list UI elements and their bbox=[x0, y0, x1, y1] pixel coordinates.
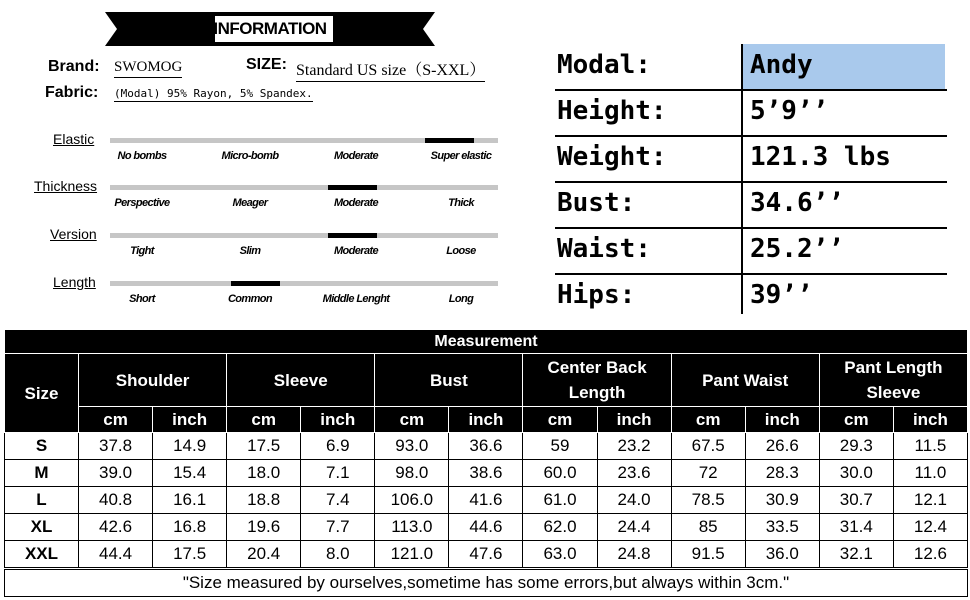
value-cell: 16.1 bbox=[153, 487, 227, 514]
value-cell: 61.0 bbox=[523, 487, 597, 514]
value-cell: 30.0 bbox=[819, 460, 893, 487]
value-cell: 44.6 bbox=[449, 514, 523, 541]
model-key: Height: bbox=[557, 96, 667, 126]
value-cell: 39.0 bbox=[79, 460, 153, 487]
value-cell: 24.0 bbox=[597, 487, 671, 514]
value-cell: 38.6 bbox=[449, 460, 523, 487]
value-cell: 85 bbox=[671, 514, 745, 541]
value-cell: 47.6 bbox=[449, 541, 523, 568]
group-header: Sleeve bbox=[227, 354, 375, 407]
value-cell: 6.9 bbox=[301, 433, 375, 460]
value-cell: 17.5 bbox=[153, 541, 227, 568]
scale-option: Middle Lenght bbox=[322, 293, 390, 305]
value-cell: 33.5 bbox=[745, 514, 819, 541]
scale-label-elastic: Elastic bbox=[53, 131, 95, 147]
model-key: Hips: bbox=[557, 280, 636, 310]
model-value: 5’9’’ bbox=[750, 96, 829, 126]
value-cell: 18.8 bbox=[227, 487, 301, 514]
unit-header: cm bbox=[79, 407, 153, 433]
value-cell: 23.6 bbox=[597, 460, 671, 487]
scale-selected-marker bbox=[328, 233, 377, 238]
table-row bbox=[5, 541, 968, 568]
table-row bbox=[5, 487, 968, 514]
size-cell: L bbox=[5, 487, 79, 514]
model-key: Weight: bbox=[557, 142, 667, 172]
value-cell: 28.3 bbox=[745, 460, 819, 487]
value-cell: 24.4 bbox=[597, 514, 671, 541]
value-cell: 7.7 bbox=[301, 514, 375, 541]
value-cell: 98.0 bbox=[375, 460, 449, 487]
value-cell: 12.4 bbox=[893, 514, 967, 541]
group-header: Pant Length Sleeve bbox=[819, 354, 967, 407]
brand-label: Brand: bbox=[48, 58, 100, 75]
unit-header: inch bbox=[301, 407, 375, 433]
value-cell: 7.1 bbox=[301, 460, 375, 487]
scale-bar bbox=[110, 281, 498, 286]
scale-bar bbox=[110, 233, 498, 238]
value-cell: 26.6 bbox=[745, 433, 819, 460]
value-cell: 40.8 bbox=[79, 487, 153, 514]
scale-label-thickness: Thickness bbox=[34, 178, 98, 194]
value-cell: 106.0 bbox=[375, 487, 449, 514]
model-row bbox=[555, 182, 949, 228]
scale-label-version: Version bbox=[50, 226, 97, 242]
scale-option: Tight bbox=[130, 245, 154, 257]
value-cell: 8.0 bbox=[301, 541, 375, 568]
value-cell: 11.0 bbox=[893, 460, 967, 487]
value-cell: 15.4 bbox=[153, 460, 227, 487]
unit-header: cm bbox=[523, 407, 597, 433]
scale-option: Micro-bomb bbox=[221, 150, 279, 162]
value-cell: 17.5 bbox=[227, 433, 301, 460]
value-cell: 11.5 bbox=[893, 433, 967, 460]
scale-option: Loose bbox=[446, 245, 476, 257]
value-cell: 59 bbox=[523, 433, 597, 460]
value-cell: 72 bbox=[671, 460, 745, 487]
model-row bbox=[555, 44, 949, 90]
measurement-title: Measurement bbox=[5, 330, 968, 354]
value-cell: 93.0 bbox=[375, 433, 449, 460]
value-cell: 62.0 bbox=[523, 514, 597, 541]
unit-header: inch bbox=[153, 407, 227, 433]
value-cell: 23.2 bbox=[597, 433, 671, 460]
value-cell: 14.9 bbox=[153, 433, 227, 460]
value-cell: 37.8 bbox=[79, 433, 153, 460]
value-cell: 20.4 bbox=[227, 541, 301, 568]
information-banner bbox=[105, 12, 435, 46]
scale-option: Thick bbox=[448, 197, 474, 209]
group-header: Bust bbox=[375, 354, 523, 407]
scale-option: Moderate bbox=[333, 150, 379, 162]
value-cell: 7.4 bbox=[301, 487, 375, 514]
fabric-value: (Modal) 95% Rayon, 5% Spandex. bbox=[114, 87, 313, 100]
value-cell: 67.5 bbox=[671, 433, 745, 460]
unit-header: inch bbox=[893, 407, 967, 433]
model-row bbox=[555, 228, 949, 274]
value-cell: 30.7 bbox=[819, 487, 893, 514]
value-cell: 16.8 bbox=[153, 514, 227, 541]
value-cell: 30.9 bbox=[745, 487, 819, 514]
model-row bbox=[555, 274, 949, 320]
size-cell: XXL bbox=[5, 541, 79, 568]
value-cell: 31.4 bbox=[819, 514, 893, 541]
scale-selected-marker bbox=[231, 281, 280, 286]
value-cell: 36.0 bbox=[745, 541, 819, 568]
measurement-table bbox=[4, 329, 968, 568]
scale-option: Perspective bbox=[114, 197, 170, 209]
value-cell: 24.8 bbox=[597, 541, 671, 568]
value-cell: 29.3 bbox=[819, 433, 893, 460]
scale-selected-marker bbox=[328, 185, 377, 190]
size-label: SIZE: bbox=[246, 56, 287, 73]
scale-option: No bombs bbox=[117, 150, 167, 162]
group-header: Center Back Length bbox=[523, 354, 671, 407]
scale-option: Long bbox=[448, 293, 474, 305]
model-info-table bbox=[555, 44, 949, 314]
size-cell: XL bbox=[5, 514, 79, 541]
table-row bbox=[5, 514, 968, 541]
model-value: Andy bbox=[750, 50, 813, 80]
model-value: 25.2’’ bbox=[750, 234, 844, 264]
unit-header: cm bbox=[671, 407, 745, 433]
size-header: Size bbox=[5, 354, 79, 433]
scale-option: Slim bbox=[239, 245, 261, 257]
unit-header: inch bbox=[597, 407, 671, 433]
value-cell: 113.0 bbox=[375, 514, 449, 541]
scale-option: Moderate bbox=[333, 245, 379, 257]
model-key: Waist: bbox=[557, 234, 651, 264]
size-cell: S bbox=[5, 433, 79, 460]
table-row bbox=[5, 433, 968, 460]
scale-option: Short bbox=[129, 293, 155, 305]
value-cell: 32.1 bbox=[819, 541, 893, 568]
value-cell: 12.6 bbox=[893, 541, 967, 568]
unit-header: cm bbox=[227, 407, 301, 433]
value-cell: 60.0 bbox=[523, 460, 597, 487]
model-key: Modal: bbox=[557, 50, 651, 80]
scale-option: Common bbox=[227, 293, 273, 305]
scale-label-length: Length bbox=[53, 274, 96, 290]
unit-header: inch bbox=[449, 407, 523, 433]
unit-header: inch bbox=[745, 407, 819, 433]
model-value: 121.3 lbs bbox=[750, 142, 891, 172]
value-cell: 41.6 bbox=[449, 487, 523, 514]
value-cell: 42.6 bbox=[79, 514, 153, 541]
value-cell: 36.6 bbox=[449, 433, 523, 460]
scale-bar bbox=[110, 185, 498, 190]
unit-header: cm bbox=[819, 407, 893, 433]
model-value: 34.6’’ bbox=[750, 188, 844, 218]
model-key: Bust: bbox=[557, 188, 636, 218]
unit-header: cm bbox=[375, 407, 449, 433]
model-row bbox=[555, 136, 949, 182]
model-column-divider bbox=[741, 44, 743, 314]
group-header: Shoulder bbox=[79, 354, 227, 407]
scale-option: Meager bbox=[232, 197, 268, 209]
value-cell: 78.5 bbox=[671, 487, 745, 514]
size-cell: M bbox=[5, 460, 79, 487]
value-cell: 91.5 bbox=[671, 541, 745, 568]
fabric-label: Fabric: bbox=[45, 84, 99, 101]
value-cell: 12.1 bbox=[893, 487, 967, 514]
value-cell: 63.0 bbox=[523, 541, 597, 568]
size-value: Standard US size（S-XXL） bbox=[296, 57, 485, 82]
scale-option: Super elastic bbox=[430, 150, 492, 162]
value-cell: 121.0 bbox=[375, 541, 449, 568]
measurement-note: "Size measured by ourselves,sometime has some errors,but always within 3cm." bbox=[4, 569, 968, 597]
table-row bbox=[5, 460, 968, 487]
model-row bbox=[555, 90, 949, 136]
scale-option: Moderate bbox=[333, 197, 379, 209]
value-cell: 44.4 bbox=[79, 541, 153, 568]
value-cell: 18.0 bbox=[227, 460, 301, 487]
value-cell: 19.6 bbox=[227, 514, 301, 541]
model-value: 39’’ bbox=[750, 280, 813, 310]
scale-selected-marker bbox=[425, 138, 474, 143]
brand-value: SWOMOG bbox=[114, 59, 182, 78]
banner-title: INFORMATION bbox=[213, 19, 327, 38]
group-header: Pant Waist bbox=[671, 354, 819, 407]
